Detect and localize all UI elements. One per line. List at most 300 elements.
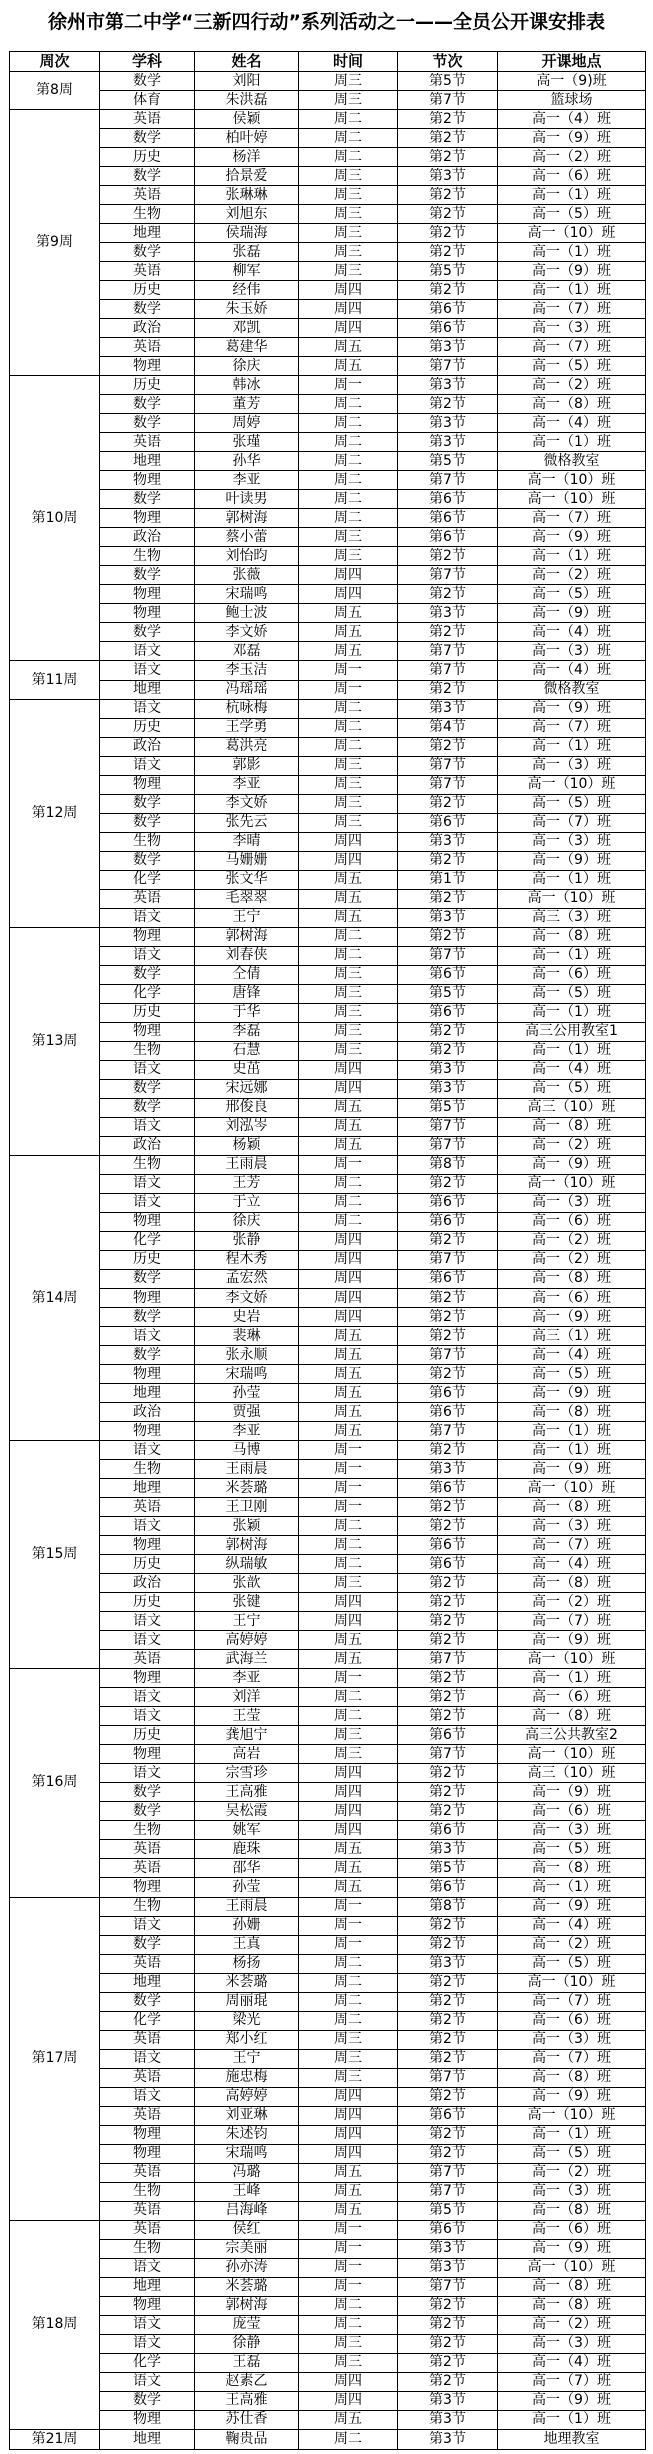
subject-cell: 物理 (100, 471, 195, 490)
period-cell: 第5节 (398, 72, 498, 91)
period-cell: 第2节 (398, 2372, 498, 2391)
location-cell: 高一（10）班 (498, 490, 646, 509)
location-cell: 高一（5）班 (498, 1954, 646, 1973)
header-subject: 学科 (100, 52, 195, 72)
location-cell: 高一（1）班 (498, 870, 646, 889)
period-cell: 第5节 (398, 452, 498, 471)
period-cell: 第6节 (398, 965, 498, 984)
time-cell: 周四 (299, 2372, 398, 2391)
name-cell: 孙华 (195, 452, 299, 471)
period-cell: 第3节 (398, 167, 498, 186)
name-cell: 刘洋 (195, 1688, 299, 1707)
period-cell: 第3节 (398, 908, 498, 927)
time-cell: 周二 (299, 1517, 398, 1536)
subject-cell: 物理 (100, 1878, 195, 1897)
subject-cell: 数学 (100, 300, 195, 319)
subject-cell: 历史 (100, 281, 195, 300)
table-row (10, 471, 646, 490)
table-row (10, 1897, 646, 1916)
table-row (10, 661, 646, 680)
subject-cell: 历史 (100, 1250, 195, 1269)
name-cell: 高岩 (195, 1745, 299, 1764)
time-cell: 周三 (299, 547, 398, 566)
name-cell: 苏仕香 (195, 2410, 299, 2429)
period-cell: 第6节 (398, 1726, 498, 1745)
subject-cell: 数学 (100, 965, 195, 984)
period-cell: 第7节 (398, 1346, 498, 1365)
period-cell: 第6节 (398, 1536, 498, 1555)
subject-cell: 英语 (100, 338, 195, 357)
time-cell: 周四 (299, 1612, 398, 1631)
time-cell: 周三 (299, 1726, 398, 1745)
time-cell: 周四 (299, 851, 398, 870)
period-cell: 第3节 (398, 1840, 498, 1859)
table-row (10, 889, 646, 908)
location-cell: 高三（10）班 (498, 1764, 646, 1783)
location-cell: 高一（9）班 (498, 129, 646, 148)
location-cell: 高一（9）班 (498, 1384, 646, 1403)
name-cell: 鞠贵品 (195, 2429, 299, 2449)
subject-cell: 英语 (100, 2030, 195, 2049)
time-cell: 周一 (299, 1916, 398, 1935)
time-cell: 周五 (299, 1117, 398, 1136)
table-row (10, 262, 646, 281)
period-cell: 第6节 (398, 813, 498, 832)
name-cell: 张薇 (195, 566, 299, 585)
header-time: 时间 (299, 52, 398, 72)
subject-cell: 物理 (100, 509, 195, 528)
time-cell: 周三 (299, 2030, 398, 2049)
time-cell: 周四 (299, 2144, 398, 2163)
subject-cell: 语文 (100, 1764, 195, 1783)
name-cell: 宗美丽 (195, 2239, 299, 2258)
time-cell: 周一 (299, 2239, 398, 2258)
subject-cell: 数学 (100, 1992, 195, 2011)
table-row (10, 623, 646, 642)
period-cell: 第2节 (398, 1916, 498, 1935)
time-cell: 周五 (299, 338, 398, 357)
name-cell: 李亚 (195, 775, 299, 794)
table-row (10, 452, 646, 471)
subject-cell: 英语 (100, 1840, 195, 1859)
period-cell: 第6节 (398, 1479, 498, 1498)
name-cell: 孙莹 (195, 1878, 299, 1897)
name-cell: 郭树海 (195, 509, 299, 528)
subject-cell: 物理 (100, 2144, 195, 2163)
time-cell: 周三 (299, 1574, 398, 1593)
subject-cell: 物理 (100, 775, 195, 794)
table-row (10, 946, 646, 965)
table-row (10, 1688, 646, 1707)
name-cell: 仝倩 (195, 965, 299, 984)
time-cell: 周三 (299, 72, 398, 91)
location-cell: 高一（1）班 (498, 433, 646, 452)
period-cell: 第3节 (398, 2410, 498, 2429)
table-row (10, 1631, 646, 1650)
location-cell: 高一（2）班 (498, 2315, 646, 2334)
name-cell: 杨洋 (195, 148, 299, 167)
subject-cell: 数学 (100, 414, 195, 433)
location-cell: 高三（10）班 (498, 1098, 646, 1117)
subject-cell: 英语 (100, 2163, 195, 2182)
name-cell: 徐静 (195, 2334, 299, 2353)
name-cell: 张磊 (195, 243, 299, 262)
period-cell: 第7节 (398, 1650, 498, 1669)
subject-cell: 历史 (100, 376, 195, 395)
subject-cell: 英语 (100, 186, 195, 205)
location-cell: 高一（9）班 (498, 604, 646, 623)
location-cell: 高一（10）班 (498, 2258, 646, 2277)
time-cell: 周二 (299, 1707, 398, 1726)
table-row (10, 566, 646, 585)
time-cell: 周二 (299, 129, 398, 148)
period-cell: 第4节 (398, 718, 498, 737)
period-cell: 第2节 (398, 2030, 498, 2049)
name-cell: 张先云 (195, 813, 299, 832)
name-cell: 董芳 (195, 395, 299, 414)
period-cell: 第2节 (398, 1041, 498, 1060)
location-cell: 高一（3）班 (498, 1821, 646, 1840)
name-cell: 李亚 (195, 1669, 299, 1688)
location-cell: 高一（5）班 (498, 984, 646, 1003)
subject-cell: 生物 (100, 1821, 195, 1840)
name-cell: 郭树海 (195, 927, 299, 946)
location-cell: 高一（7）班 (498, 2372, 646, 2391)
name-cell: 朱述钧 (195, 2125, 299, 2144)
table-row (10, 832, 646, 851)
location-cell: 篮球场 (498, 91, 646, 110)
table-row (10, 585, 646, 604)
subject-cell: 语文 (100, 1631, 195, 1650)
name-cell: 马博 (195, 1441, 299, 1460)
table-row (10, 2372, 646, 2391)
subject-cell: 物理 (100, 604, 195, 623)
name-cell: 侯瑞海 (195, 224, 299, 243)
period-cell: 第3节 (398, 2258, 498, 2277)
name-cell: 王宁 (195, 1612, 299, 1631)
table-row (10, 1403, 646, 1422)
name-cell: 王宁 (195, 2049, 299, 2068)
time-cell: 周三 (299, 205, 398, 224)
location-cell: 高一（2）班 (498, 376, 646, 395)
subject-cell: 英语 (100, 1954, 195, 1973)
subject-cell: 英语 (100, 110, 195, 129)
period-cell: 第2节 (398, 2334, 498, 2353)
table-row (10, 2087, 646, 2106)
subject-cell: 地理 (100, 2277, 195, 2296)
table-row (10, 2353, 646, 2372)
table-row (10, 1117, 646, 1136)
location-cell: 高一（6）班 (498, 167, 646, 186)
table-row (10, 1498, 646, 1517)
name-cell: 郭影 (195, 756, 299, 775)
time-cell: 周四 (299, 1289, 398, 1308)
period-cell: 第2节 (398, 680, 498, 699)
location-cell: 高一（2）班 (498, 2163, 646, 2182)
table-row (10, 1954, 646, 1973)
location-cell: 高一（8）班 (498, 2201, 646, 2220)
period-cell: 第7节 (398, 2163, 498, 2182)
name-cell: 王峰 (195, 2182, 299, 2201)
name-cell: 葛洪亮 (195, 737, 299, 756)
table-row (10, 1346, 646, 1365)
name-cell: 经伟 (195, 281, 299, 300)
table-row (10, 1060, 646, 1079)
subject-cell: 历史 (100, 1555, 195, 1574)
location-cell: 高一（5）班 (498, 1079, 646, 1098)
period-cell: 第6节 (398, 1878, 498, 1897)
name-cell: 郑小红 (195, 2030, 299, 2049)
period-cell: 第2节 (398, 281, 498, 300)
time-cell: 周五 (299, 623, 398, 642)
time-cell: 周五 (299, 2182, 398, 2201)
time-cell: 周三 (299, 794, 398, 813)
table-row (10, 1745, 646, 1764)
location-cell: 高一（8）班 (498, 927, 646, 946)
name-cell: 徐庆 (195, 1212, 299, 1231)
table-row (10, 2011, 646, 2030)
subject-cell: 英语 (100, 2106, 195, 2125)
subject-cell: 语文 (100, 661, 195, 680)
period-cell: 第3节 (398, 2239, 498, 2258)
subject-cell: 语文 (100, 908, 195, 927)
table-row (10, 1783, 646, 1802)
location-cell: 高一（6）班 (498, 1802, 646, 1821)
table-row (10, 2391, 646, 2410)
time-cell: 周二 (299, 737, 398, 756)
table-row (10, 2106, 646, 2125)
period-cell: 第2节 (398, 1289, 498, 1308)
subject-cell: 英语 (100, 1498, 195, 1517)
name-cell: 韩冰 (195, 376, 299, 395)
period-cell: 第2节 (398, 2087, 498, 2106)
table-row (10, 1079, 646, 1098)
period-cell: 第2节 (398, 1783, 498, 1802)
table-row (10, 1650, 646, 1669)
time-cell: 周一 (299, 680, 398, 699)
table-row (10, 528, 646, 547)
week-cell: 第18周 (10, 2220, 100, 2429)
table-row (10, 433, 646, 452)
location-cell: 高一（9）班 (498, 528, 646, 547)
table-row (10, 1707, 646, 1726)
time-cell: 周四 (299, 1821, 398, 1840)
time-cell: 周五 (299, 1098, 398, 1117)
subject-cell: 地理 (100, 680, 195, 699)
period-cell: 第6节 (398, 1403, 498, 1422)
table-row (10, 2049, 646, 2068)
time-cell: 周二 (299, 946, 398, 965)
subject-cell: 物理 (100, 357, 195, 376)
time-cell: 周三 (299, 167, 398, 186)
table-row (10, 775, 646, 794)
subject-cell: 语文 (100, 2049, 195, 2068)
time-cell: 周四 (299, 2087, 398, 2106)
location-cell: 高一（1）班 (498, 1041, 646, 1060)
time-cell: 周二 (299, 1688, 398, 1707)
time-cell: 周三 (299, 1003, 398, 1022)
location-cell: 高一（6）班 (498, 1688, 646, 1707)
table-row (10, 2182, 646, 2201)
period-cell: 第3节 (398, 2391, 498, 2410)
name-cell: 孟宏然 (195, 1269, 299, 1288)
subject-cell: 地理 (100, 224, 195, 243)
subject-cell: 英语 (100, 1859, 195, 1878)
week-cell: 第21周 (10, 2429, 100, 2449)
subject-cell: 历史 (100, 1726, 195, 1745)
name-cell: 李文娇 (195, 794, 299, 813)
period-cell: 第2节 (398, 851, 498, 870)
time-cell: 周二 (299, 1555, 398, 1574)
location-cell: 高一（1）班 (498, 186, 646, 205)
name-cell: 高婷婷 (195, 1631, 299, 1650)
header-period: 节次 (398, 52, 498, 72)
name-cell: 侯颖 (195, 110, 299, 129)
subject-cell: 生物 (100, 205, 195, 224)
subject-cell: 生物 (100, 1460, 195, 1479)
table-row (10, 1726, 646, 1745)
name-cell: 李亚 (195, 1422, 299, 1441)
location-cell: 高一（4）班 (498, 2353, 646, 2372)
table-row (10, 1821, 646, 1840)
period-cell: 第2节 (398, 395, 498, 414)
name-cell: 李磊 (195, 1022, 299, 1041)
subject-cell: 地理 (100, 1384, 195, 1403)
period-cell: 第8节 (398, 1155, 498, 1174)
subject-cell: 生物 (100, 832, 195, 851)
period-cell: 第2节 (398, 2049, 498, 2068)
week-cell: 第12周 (10, 699, 100, 927)
subject-cell: 英语 (100, 889, 195, 908)
subject-cell: 语文 (100, 756, 195, 775)
subject-cell: 化学 (100, 1231, 195, 1250)
table-row (10, 2201, 646, 2220)
period-cell: 第2节 (398, 1174, 498, 1193)
period-cell: 第7节 (398, 1422, 498, 1441)
week-cell: 第13周 (10, 927, 100, 1155)
subject-cell: 物理 (100, 1745, 195, 1764)
name-cell: 宋瑞鸣 (195, 2144, 299, 2163)
location-cell: 高一（7）班 (498, 1612, 646, 1631)
name-cell: 唐锋 (195, 984, 299, 1003)
subject-cell: 地理 (100, 1973, 195, 1992)
table-row (10, 300, 646, 319)
location-cell: 高一（4）班 (498, 1060, 646, 1079)
period-cell: 第2节 (398, 1631, 498, 1650)
subject-cell: 生物 (100, 2182, 195, 2201)
period-cell: 第7节 (398, 471, 498, 490)
time-cell: 周二 (299, 2296, 398, 2315)
time-cell: 周三 (299, 262, 398, 281)
time-cell: 周二 (299, 2315, 398, 2334)
period-cell: 第6节 (398, 319, 498, 338)
time-cell: 周一 (299, 1155, 398, 1174)
location-cell: 高一（1）班 (498, 737, 646, 756)
subject-cell: 数学 (100, 1346, 195, 1365)
table-row (10, 1003, 646, 1022)
period-cell: 第7节 (398, 2182, 498, 2201)
location-cell: 高一（4）班 (498, 110, 646, 129)
name-cell: 王学勇 (195, 718, 299, 737)
subject-cell: 历史 (100, 1593, 195, 1612)
name-cell: 王雨晨 (195, 1897, 299, 1916)
location-cell: 高一（4）班 (498, 1916, 646, 1935)
time-cell: 周三 (299, 2049, 398, 2068)
location-cell: 高一（2）班 (498, 1231, 646, 1250)
period-cell: 第2节 (398, 1802, 498, 1821)
name-cell: 于华 (195, 1003, 299, 1022)
period-cell: 第6节 (398, 1821, 498, 1840)
location-cell: 高一（2）班 (498, 148, 646, 167)
table-row (10, 737, 646, 756)
location-cell: 高一（8）班 (498, 1859, 646, 1878)
subject-cell: 数学 (100, 1079, 195, 1098)
period-cell: 第3节 (398, 1954, 498, 1973)
subject-cell: 历史 (100, 148, 195, 167)
time-cell: 周三 (299, 1041, 398, 1060)
time-cell: 周五 (299, 1403, 398, 1422)
period-cell: 第3节 (398, 338, 498, 357)
location-cell: 高一（9）班 (498, 851, 646, 870)
location-cell: 高一（1）班 (498, 2410, 646, 2429)
period-cell: 第2节 (398, 2125, 498, 2144)
week-cell: 第9周 (10, 110, 100, 376)
table-row (10, 718, 646, 737)
time-cell: 周三 (299, 813, 398, 832)
period-cell: 第2节 (398, 585, 498, 604)
table-row (10, 1136, 646, 1155)
name-cell: 王莹 (195, 1707, 299, 1726)
subject-cell: 数学 (100, 243, 195, 262)
subject-cell: 语文 (100, 1612, 195, 1631)
time-cell: 周二 (299, 699, 398, 718)
subject-cell: 数学 (100, 1308, 195, 1327)
location-cell: 微格教室 (498, 680, 646, 699)
location-cell: 高一（3）班 (498, 832, 646, 851)
location-cell: 高一（10）班 (498, 1650, 646, 1669)
name-cell: 史茁 (195, 1060, 299, 1079)
table-row (10, 1441, 646, 1460)
time-cell: 周四 (299, 1269, 398, 1288)
subject-cell: 数学 (100, 566, 195, 585)
table-row (10, 72, 646, 91)
subject-cell: 物理 (100, 1289, 195, 1308)
time-cell: 周二 (299, 1973, 398, 1992)
period-cell: 第2节 (398, 1231, 498, 1250)
period-cell: 第2节 (398, 243, 498, 262)
location-cell: 高一（1）班 (498, 2125, 646, 2144)
table-row (10, 1536, 646, 1555)
time-cell: 周一 (299, 661, 398, 680)
time-cell: 周一 (299, 376, 398, 395)
period-cell: 第5节 (398, 262, 498, 281)
subject-cell: 语文 (100, 1707, 195, 1726)
location-cell: 高一（7）班 (498, 1992, 646, 2011)
name-cell: 刘春侠 (195, 946, 299, 965)
location-cell: 高一（8）班 (498, 1574, 646, 1593)
location-cell: 高一（9）班 (498, 1897, 646, 1916)
location-cell: 高一（10）班 (498, 775, 646, 794)
location-cell: 高一（4）班 (498, 661, 646, 680)
location-cell: 高一（2）班 (498, 1935, 646, 1954)
name-cell: 邓凯 (195, 319, 299, 338)
time-cell: 周一 (299, 2277, 398, 2296)
period-cell: 第2节 (398, 889, 498, 908)
time-cell: 周五 (299, 1878, 398, 1897)
table-row (10, 2125, 646, 2144)
table-row (10, 2030, 646, 2049)
name-cell: 邢俊良 (195, 1098, 299, 1117)
